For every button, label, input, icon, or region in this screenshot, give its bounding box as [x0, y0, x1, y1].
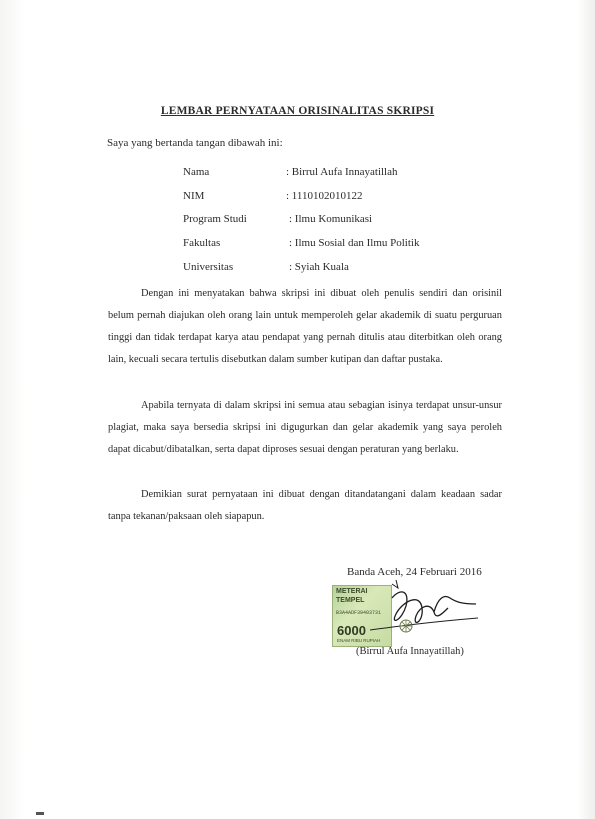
identity-value: : Ilmu Sosial dan Ilmu Politik: [289, 237, 420, 249]
scan-speck: [36, 812, 44, 816]
identity-value: : Ilmu Komunikasi: [289, 213, 373, 225]
stamp-small-text: ENAM RIBU RUPIAH: [337, 638, 381, 643]
identity-label: NIM: [183, 190, 205, 202]
stamp-value: 6000: [337, 623, 366, 638]
identity-label: Fakultas: [183, 237, 221, 249]
statement-paragraph: Dengan ini menyatakan bahwa skripsi ini dibuat oleh penulis sendiri dan orisinil belum pernah diajukan oleh orang lain untuk memperoleh gelar akademik di suatu perguruan tinggi dan tidak terdapat karya atau pendapat yang pernah ditulis atau diterbitkan oleh orang lain, kecuali secara tertulis disebutkan dalam sumber kutipan dan daftar pustaka.: [108, 288, 502, 365]
identity-row-university: [183, 261, 349, 273]
identity-label: Program Studi: [183, 213, 247, 225]
closing-paragraph: Demikian surat pernyataan ini dibuat dengan ditandatangani dalam keadaan sadar tanpa tekanan/paksaan oleh siapapun.: [108, 489, 502, 522]
identity-value: : Syiah Kuala: [289, 261, 349, 273]
stamp-serial: B3A4ADF39403731: [336, 610, 382, 616]
plagiarism-paragraph: Apabila ternyata di dalam skripsi ini semua atau sebagian isinya terdapat unsur-unsur plagiat, maka saya bersedia skripsi ini digugurkan dan gelar akademik yang saya peroleh dapat dicabut/dibatalkan, serta dapat diproses sesuai dengan peraturan yang berlaku.: [108, 400, 502, 455]
identity-row-name: [183, 166, 398, 178]
identity-row-program: [183, 213, 373, 225]
identity-label: Universitas: [183, 261, 234, 273]
place-date: Banda Aceh, 24 Februari 2016: [347, 566, 482, 578]
document-title: LEMBAR PERNYATAAN ORISINALITAS SKRIPSI: [160, 105, 435, 117]
intro-text: Saya yang bertanda tangan dibawah ini:: [107, 137, 283, 149]
identity-row-faculty: [183, 237, 420, 249]
identity-label: Nama: [183, 166, 210, 178]
identity-row-nim: [183, 190, 363, 202]
identity-value: : Birrul Aufa Innayatillah: [286, 166, 398, 178]
stamp-line2: TEMPEL: [336, 597, 365, 604]
identity-value: : 1110102010122: [286, 190, 363, 202]
stamp-line1: METERAI: [336, 588, 368, 595]
handwritten-signature: [330, 578, 480, 650]
signer-name: (Birrul Aufa Innayatillah): [356, 646, 464, 657]
